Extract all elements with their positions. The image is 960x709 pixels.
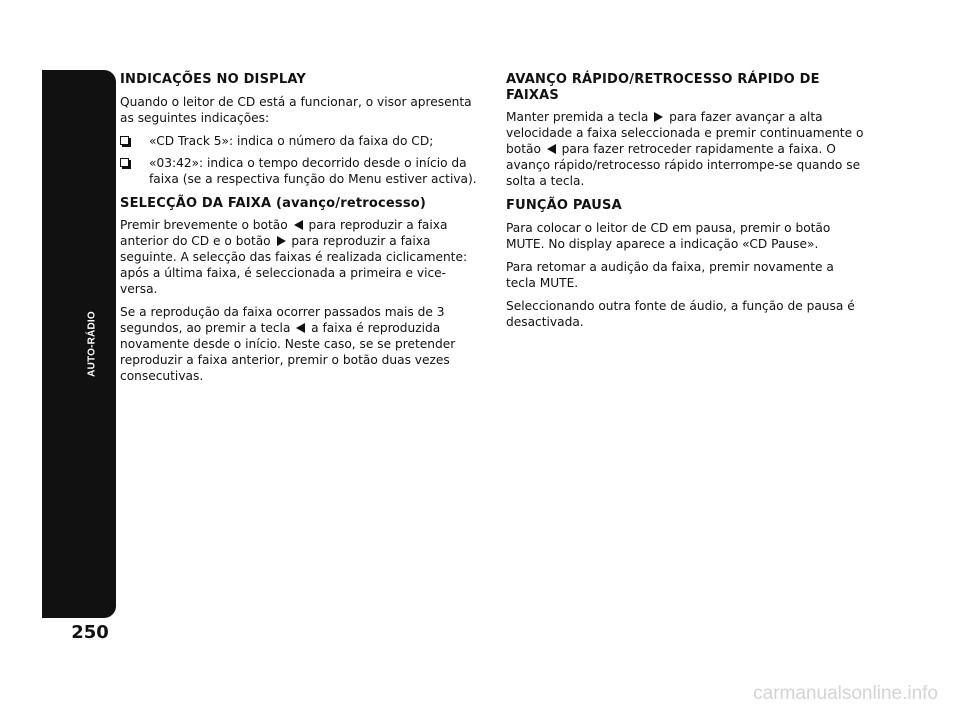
section-label: AUTO-RÁDIO xyxy=(86,311,98,377)
paragraph-track-selection: Premir brevemente o botão para reproduzir a faixa anterior do CD e o botão para reproduzir a faixa seguinte. A selecção das faixas é realizada ciclicamente: após a última faixa, é seleccionada a primeira e vice-versa. xyxy=(120,218,468,296)
list-item-text: «CD Track 5»: indica o número da faixa do CD; xyxy=(149,133,434,148)
previous-arrow-icon xyxy=(296,323,305,333)
left-column xyxy=(120,72,480,391)
previous-arrow-icon xyxy=(547,144,556,154)
checkbox-bullet-icon xyxy=(120,136,129,145)
paragraph-display-intro: Quando o leitor de CD está a funcionar, o visor apresenta as seguintes indicações: xyxy=(120,94,472,125)
page-number: 250 xyxy=(71,622,109,643)
next-arrow-icon xyxy=(654,112,663,122)
heading-track-selection: SELECÇÃO DA FAIXA (avanço/retrocesso) xyxy=(120,195,427,211)
heading-display-indications: INDICAÇÕES NO DISPLAY xyxy=(120,72,306,87)
right-column xyxy=(506,72,864,337)
list-item xyxy=(120,155,480,187)
paragraph-fast-forward: Manter premida a tecla para fazer avançar a alta velocidade a faixa seleccionada e premir continuamente o botão para fazer retroceder rapidamente a faixa. O avanço rápido/retrocesso rápido interrompe-se quando se solta a tecla. xyxy=(506,110,864,188)
list-item xyxy=(120,133,480,149)
previous-arrow-icon xyxy=(294,220,303,230)
heading-pause-function: FUNÇÃO PAUSA xyxy=(506,198,622,213)
checkbox-bullet-icon xyxy=(120,158,129,167)
section-tab xyxy=(42,70,116,618)
paragraph-pause-resume: Para retomar a audição da faixa, premir novamente a tecla MUTE. xyxy=(506,259,834,290)
paragraph-pause-on: Para colocar o leitor de CD em pausa, premir o botão MUTE. No display aparece a indicação «CD Pause». xyxy=(506,220,831,251)
watermark: carmanualsonline.info xyxy=(753,683,938,704)
heading-fast-forward-rewind: AVANÇO RÁPIDO/RETROCESSO RÁPIDO DE FAIXAS xyxy=(506,72,820,103)
paragraph-track-restart: Se a reprodução da faixa ocorrer passados mais de 3 segundos, ao premir a tecla a faixa é reproduzida novamente desde o início. Neste caso, se se pretender reproduzir a faixa anterior, premir o botão duas vezes consecutivas. xyxy=(120,305,456,383)
paragraph-pause-deactivate: Seleccionando outra fonte de áudio, a função de pausa é desactivada. xyxy=(506,298,855,329)
next-arrow-icon xyxy=(277,236,286,246)
list-item-text: «03:42»: indica o tempo decorrido desde o início da faixa (se a respectiva função do Menu estiver activa). xyxy=(149,155,477,186)
